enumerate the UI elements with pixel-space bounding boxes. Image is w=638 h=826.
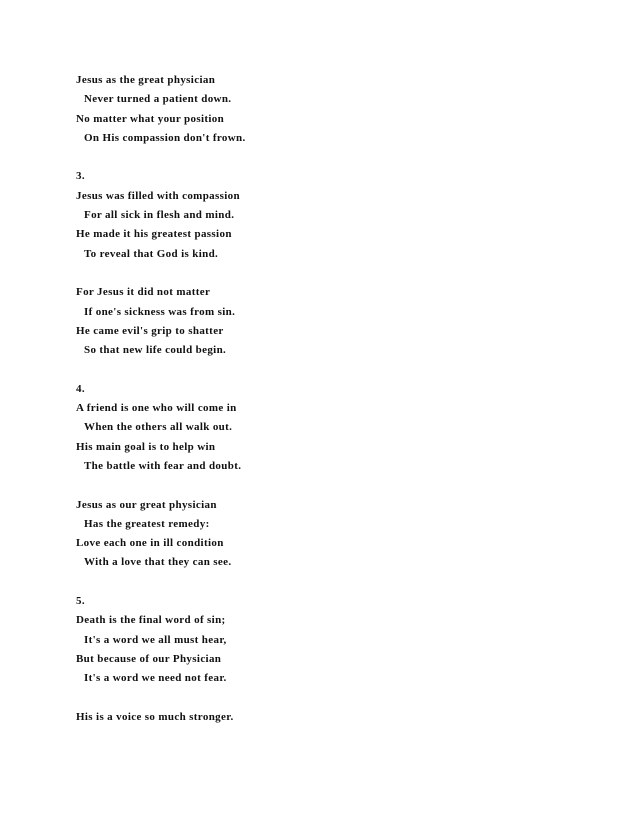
- poem-line: He came evil's grip to shatter: [76, 324, 224, 337]
- poem-line: The battle with fear and doubt.: [84, 459, 242, 472]
- poem-line: If one's sickness was from sin.: [84, 305, 236, 318]
- poem-line: Has the greatest remedy:: [84, 517, 210, 530]
- poem-line: It's a word we need not fear.: [84, 672, 227, 685]
- poem-line: Jesus as the great physician: [76, 74, 216, 86]
- stanza-break: [76, 573, 576, 592]
- poem-line: So that new life could begin.: [84, 344, 227, 357]
- poem-line: Death is the final word of sin;: [76, 614, 226, 627]
- poem-line: On His compassion don't frown.: [84, 131, 246, 144]
- poem-line: For all sick in flesh and mind.: [84, 209, 235, 222]
- poem-line: Jesus was filled with compassion: [76, 189, 240, 202]
- poem-line: No matter what your position: [76, 112, 225, 125]
- poem-body: [76, 71, 576, 727]
- stanza-break: [76, 360, 576, 379]
- poem-line: Jesus as our great physician: [76, 498, 217, 511]
- poem-line: When the others all walk out.: [84, 421, 233, 434]
- poem-line: It's a word we all must hear,: [84, 633, 227, 646]
- stanza-break: [76, 264, 576, 283]
- poem-line: 3.: [76, 170, 85, 183]
- poem-line: His main goal is to help win: [76, 440, 216, 453]
- poem-line: With a love that they can see.: [84, 556, 232, 569]
- poem-line: His is a voice so much stronger.: [76, 710, 234, 723]
- poem-line: A friend is one who will come in: [76, 402, 237, 415]
- stanza-break: [76, 476, 576, 495]
- poem-line: But because of our Physician: [76, 652, 222, 665]
- poem-line: Never turned a patient down.: [84, 93, 232, 106]
- poem-line: To reveal that God is kind.: [84, 247, 219, 260]
- poem-line: 4.: [76, 382, 85, 395]
- poem-line: 5.: [76, 595, 85, 608]
- poem-line: Love each one in ill condition: [76, 537, 224, 550]
- poem-line: For Jesus it did not matter: [76, 286, 211, 299]
- stanza-break: [76, 148, 576, 167]
- poem-line: He made it his greatest passion: [76, 228, 232, 241]
- stanza-break: [76, 689, 576, 708]
